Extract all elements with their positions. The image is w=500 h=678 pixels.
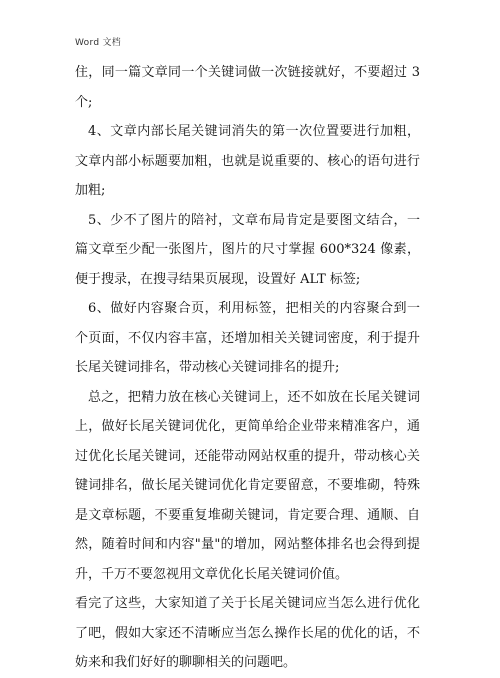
paragraph: 看完了这些，大家知道了关于长尾关键词应当怎么进行优化了吧，假如大家还不清晰应当怎么操作长尾的优化的话，不妨来和我们好好的聊聊相关的问题吧。	[75, 596, 420, 670]
paragraph: 总之，把精力放在核心关键词上，还不如放在长尾关键词上，做好长尾关键词优化，更简单给企业带来精准客户，通过优化长尾关键词，还能带动网站权重的提升，带动核心关键词排名，做长尾关键词优化肯定要留意，不要堆砌，特殊是文章标题，不要重复堆砌关键词，肯定要合理、通顺、自然，随着时间和内容"量"的增加，网站整体排名也会得到提升，千万不要忽视用文章优化长尾关键词价值。	[75, 389, 420, 582]
paragraph: 4、文章内部长尾关键词消失的第一次位置要进行加粗，文章内部小标题要加粗，也就是说重要的、核心的语句进行加粗;	[75, 124, 420, 198]
paragraph: 6、做好内容聚合页，利用标签，把相关的内容聚合到一个页面，不仅内容丰富，还增加相关关键词密度，利于提升长尾关键词排名，带动核心关键词排名的提升;	[75, 301, 420, 375]
paragraph: 住，同一篇文章同一个关键词做一次链接就好，不要超过 3 个;	[75, 65, 420, 110]
paragraph: 5、少不了图片的陪衬，文章布局肯定是要图文结合，一篇文章至少配一张图片，图片的尺寸掌握 600*324 像素，便于搜录，在搜寻结果页展现，设置好 ALT 标签;	[75, 212, 420, 287]
document-body	[75, 58, 420, 678]
page-header-label: Word 文档	[75, 38, 122, 48]
